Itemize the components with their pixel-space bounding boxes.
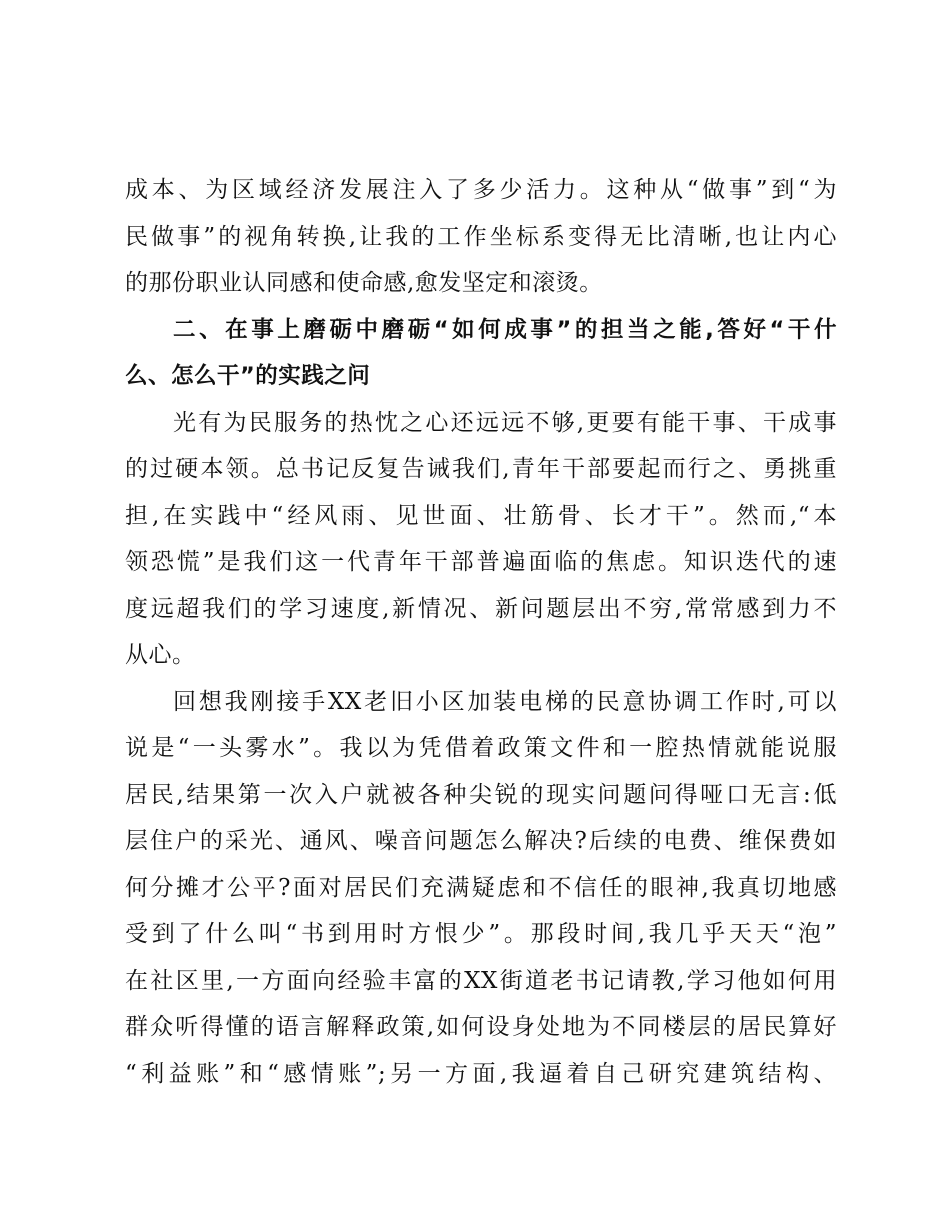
paragraph-line: 说是“一头雾水”。我以为凭借着政策文件和一腔热情就能说服 (125, 735, 837, 761)
section-heading-line: 么、怎么干”的实践之问 (125, 363, 371, 389)
paragraph-line: 的那份职业认同感和使命感,愈发坚定和滚烫。 (125, 270, 603, 296)
paragraph-line: 民做事”的视角转换,让我的工作坐标系变得无比清晰,也让内心 (125, 223, 837, 250)
paragraph-line: 光有为民服务的热忱之心还远远不够,更要有能干事、干成事 (173, 409, 837, 436)
paragraph-line: 群众听得懂的语言解释政策,如何设身处地为不同楼层的居民算好 (125, 1014, 837, 1040)
paragraph-line: 成本、为区域经济发展注入了多少活力。这种从“做事”到“为 (125, 177, 837, 203)
paragraph-line: 回想我刚接手XX老旧小区加装电梯的民意协调工作时,可以 (173, 688, 837, 715)
paragraph-line: 层住户的采光、通风、噪音问题怎么解决?后续的电费、维保费如 (125, 828, 837, 854)
paragraph-line: 度远超我们的学习速度,新情况、新问题层出不穷,常常感到力不 (125, 595, 837, 622)
paragraph-line: 的过硬本领。总书记反复告诫我们,青年干部要起而行之、勇挑重 (125, 456, 837, 482)
document-body (125, 167, 837, 1097)
paragraph-line: 在社区里,一方面向经验丰富的XX街道老书记请教,学习他如何用 (125, 967, 837, 994)
paragraph-line: 领恐慌”是我们这一代青年干部普遍面临的焦虑。知识迭代的速 (125, 549, 837, 575)
paragraph-line: 从心。 (125, 642, 196, 668)
paragraph-line: 担,在实践中“经风雨、见世面、壮筋骨、长才干”。然而,“本 (125, 502, 837, 529)
paragraph-line: “利益账”和“感情账”;另一方面,我逼着自己研究建筑结构、 (125, 1060, 837, 1087)
paragraph-line: 受到了什么叫“书到用时方恨少”。那段时间,我几乎天天“泡” (125, 921, 837, 947)
paragraph-line: 居民,结果第一次入户就被各种尖锐的现实问题问得哑口无言:低 (125, 781, 837, 808)
section-heading-line: 二、在事上磨砺中磨砺“如何成事”的担当之能,答好“干什 (173, 316, 837, 343)
paragraph-line: 何分摊才公平?面对居民们充满疑虑和不信任的眼神,我真切地感 (125, 874, 837, 901)
